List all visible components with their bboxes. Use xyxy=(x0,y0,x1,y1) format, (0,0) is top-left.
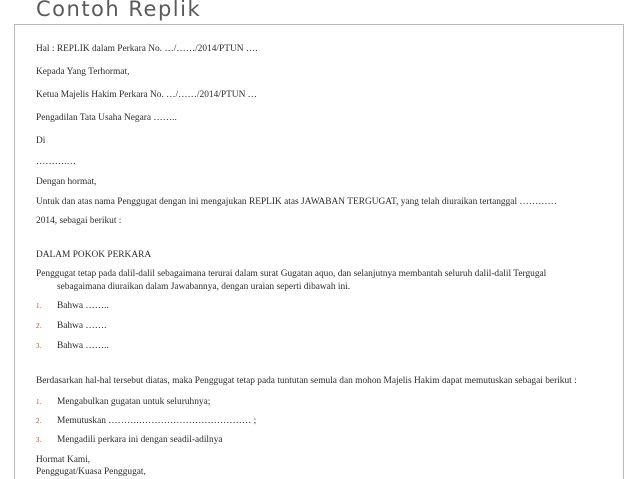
list-number: 2. xyxy=(36,322,42,330)
list-text: Memutuskan ……….……………………………… ; xyxy=(57,416,257,426)
right-border xyxy=(623,24,624,479)
pokok-paragraph-line1: Penggugat tetap pada dalil-dalil sebagaimana terurai dalam surat Gugatan aquo, dan selanjutnya membantah seluruh dalil-dalil Tergugal xyxy=(36,269,547,279)
pokok-paragraph-line2: sebagaimana diuraikan dalam Jawabannya, dengan uraian seperti dibawah ini. xyxy=(57,281,351,292)
slide-title: Contoh Replik xyxy=(36,0,202,21)
list-number: 2. xyxy=(36,417,42,425)
list-text: Mengadili perkara ini dengan seadil-adilnya xyxy=(57,435,223,445)
list-number: 1. xyxy=(36,398,42,406)
left-border xyxy=(14,24,15,479)
intro-line: Untuk dan atas nama Penggugat dengan ini mengajukan REPLIK atas JAWABAN TERGUGAT, yang telah diuraikan tertanggal ………… xyxy=(36,197,557,207)
list-item xyxy=(36,320,106,332)
pengadilan-line: Pengadilan Tata Usaha Negara …….. xyxy=(36,113,177,123)
list-number: 1. xyxy=(36,302,42,310)
intro-date-line: 2014, sebagai berikut : xyxy=(36,216,122,226)
list-text: Bahwa …….. xyxy=(57,301,109,311)
list-item xyxy=(36,396,210,408)
list-text: Bahwa …….. xyxy=(57,341,109,351)
ketua-line: Ketua Majelis Hakim Perkara No. …/……/2014/PTUN … xyxy=(36,90,258,100)
kepada-line: Kepada Yang Terhormat, xyxy=(36,67,130,77)
pokok-paragraph xyxy=(36,268,600,293)
list-number: 3. xyxy=(36,436,42,444)
list-number: 3. xyxy=(36,342,42,350)
dots-line: ……….… xyxy=(36,157,76,167)
list-item xyxy=(36,415,256,427)
di-line: Di xyxy=(36,136,46,146)
berdasarkan-line: Berdasarkan hal-hal tersebut diatas, maka Penggugat tetap pada tuntutan semula dan mohon Majelis Hakim dapat memutuskan sebagai berikut : xyxy=(36,376,577,386)
penggugat-line: Penggugat/Kuasa Penggugat, xyxy=(36,467,146,477)
hal-line: Hal : REPLIK dalam Perkara No. …/……/2014/PTUN …. xyxy=(36,44,258,54)
salam-line: Dengan hormat, xyxy=(36,177,97,187)
hormat-line: Hormat Kami, xyxy=(36,455,91,465)
pokok-heading: DALAM POKOK PERKARA xyxy=(36,250,152,260)
list-text: Bahwa ……. xyxy=(57,321,107,331)
title-divider xyxy=(14,24,624,25)
list-item xyxy=(36,434,223,446)
list-item xyxy=(36,300,109,312)
list-item xyxy=(36,340,109,352)
list-text: Mengabulkan gugatan untuk seluruhnya; xyxy=(57,397,211,407)
